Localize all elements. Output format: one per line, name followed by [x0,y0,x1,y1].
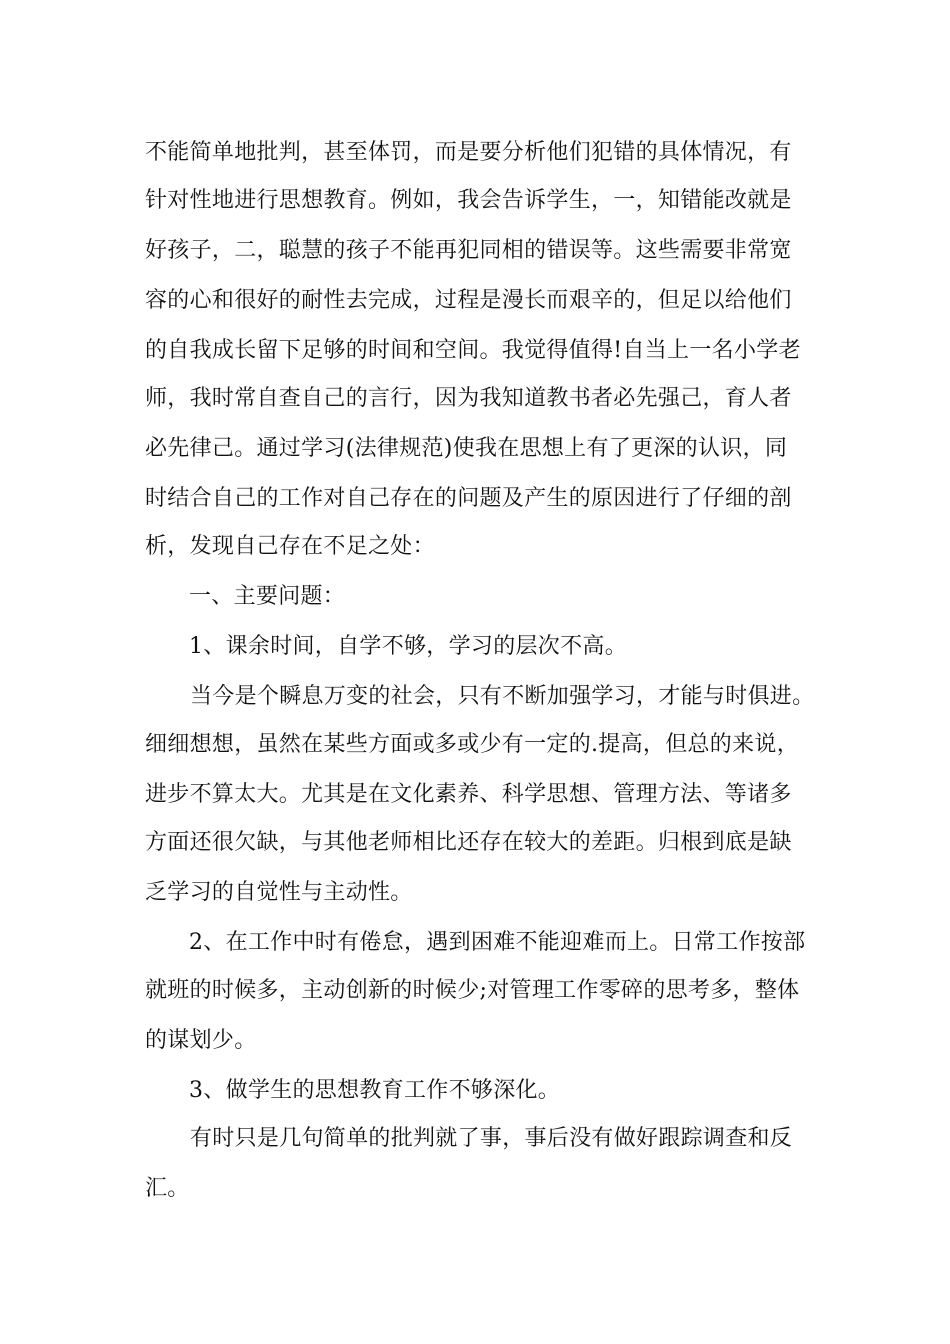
paragraph-line: 必先律己。通过学习(法律规范)使我在思想上有了更深的认识，同 [145,436,788,461]
paragraph-line: 细细想想，虽然在某些方面或多或少有一定的.提高，但总的来说， [145,732,799,757]
paragraph-line: 析，发现自己存在不足之处： [145,534,435,559]
paragraph-line: 乏学习的自觉性与主动性。 [145,880,413,905]
paragraph-line: 方面还很欠缺，与其他老师相比还存在较大的差距。归根到底是缺 [145,830,792,855]
problem-heading-3: 3、做学生的思想教育工作不够深化。 [189,1078,561,1103]
paragraph-line: 有时只是几句简单的批判就了事，事后没有做好跟踪调查和反 [190,1126,793,1151]
paragraph-line: 时结合自己的工作对自己存在的问题及产生的原因进行了仔细的剖 [145,486,792,511]
paragraph-line: 不能简单地批判，甚至体罚，而是要分析他们犯错的具体情况，有 [145,140,792,165]
paragraph-line: 师，我时常自查自己的言行，因为我知道教书者必先强己，育人者 [145,386,792,411]
paragraph-line: 进步不算太大。尤其是在文化素养、科学思想、管理方法、等诸多 [145,782,792,807]
paragraph-line: 的自我成长留下足够的时间和空间。我觉得值得!自当上一名小学老 [145,338,801,363]
section-heading: 一、主要问题： [189,584,346,609]
paragraph-line: 当今是个瞬息万变的社会，只有不断加强学习，才能与时俱进。 [190,684,815,709]
paragraph-line: 容的心和很好的耐性去完成，过程是漫长而艰辛的，但足以给他们 [145,288,792,313]
paragraph-line: 的谋划少。 [145,1028,257,1053]
paragraph-line: 好孩子，二，聪慧的孩子不能再犯同相的错误等。这些需要非常宽 [145,238,792,263]
problem-heading-1: 1、课余时间，自学不够，学习的层次不高。 [189,634,627,659]
paragraph-line: 针对性地进行思想教育。例如，我会告诉学生，一，知错能改就是 [145,188,792,213]
paragraph-line: 就班的时候多，主动创新的时候少;对管理工作零碎的思考多，整体 [145,978,800,1003]
paragraph-line: 汇。 [145,1176,190,1201]
problem-heading-2: 2、在工作中时有倦怠，遇到困难不能迎难而上。日常工作按部 [189,930,806,955]
